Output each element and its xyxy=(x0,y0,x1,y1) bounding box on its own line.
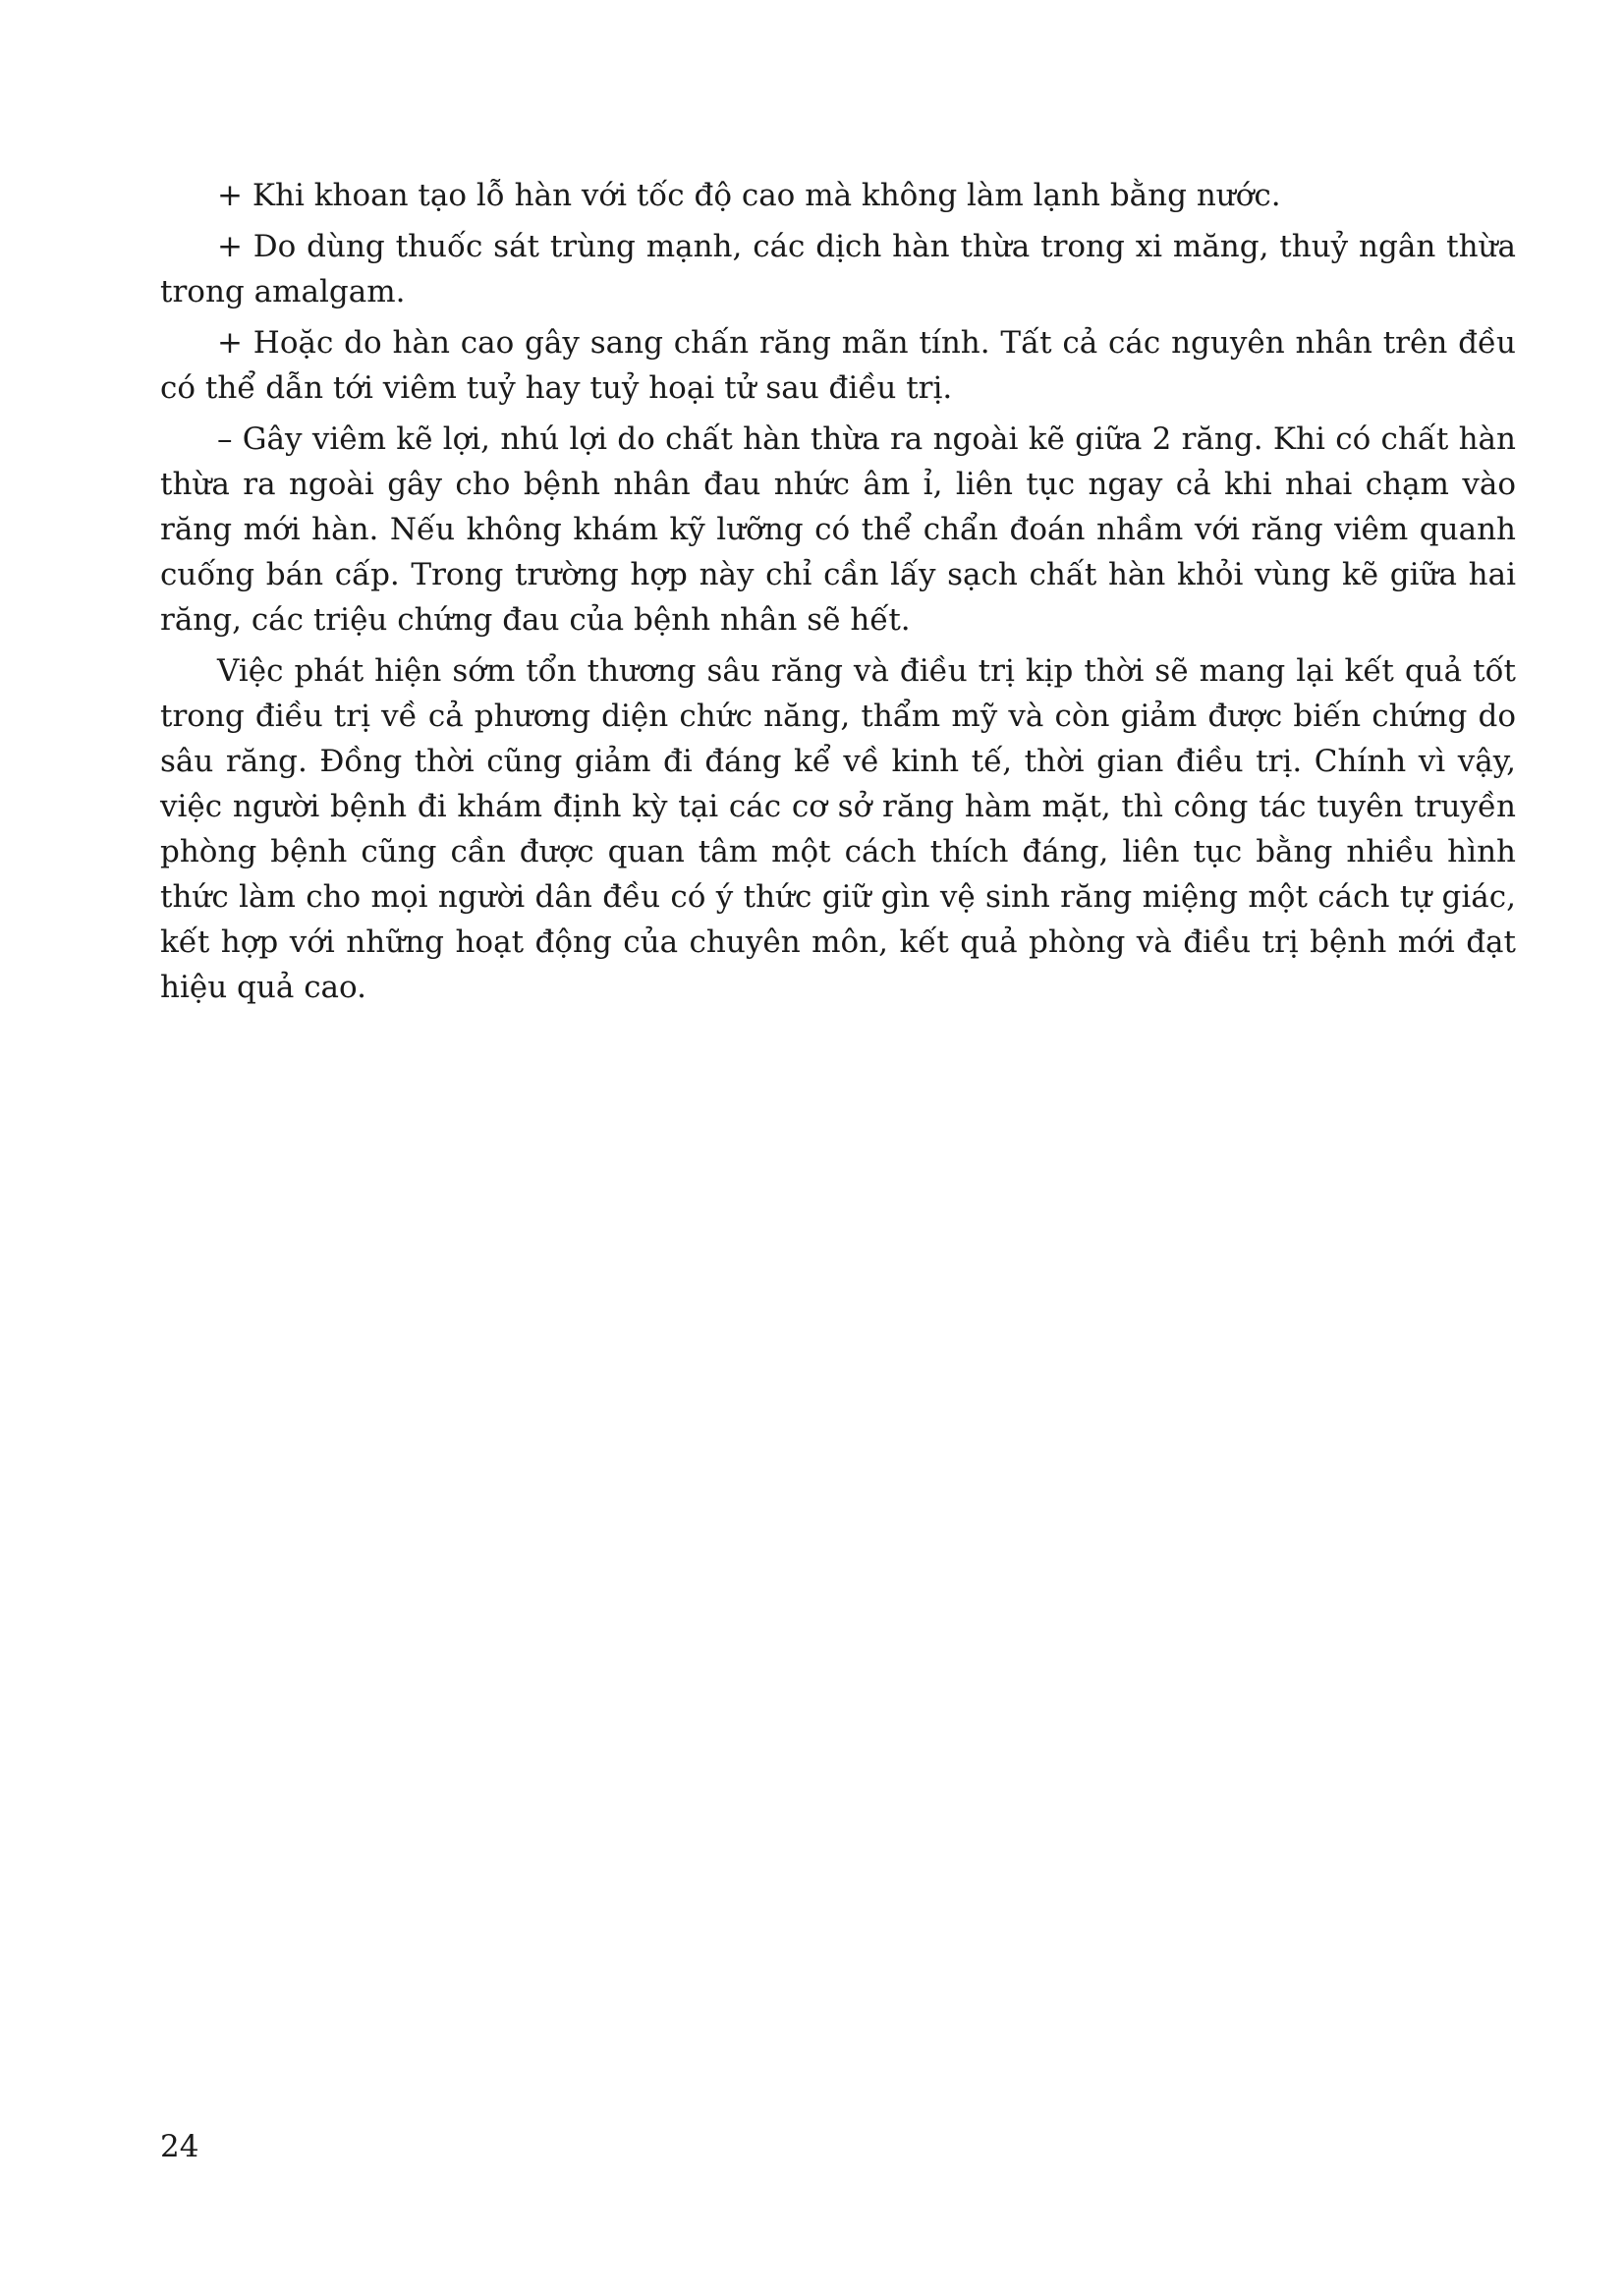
paragraph-bullet-high-filling: + Hoặc do hàn cao gây sang chấn răng mãn tính. Tất cả các nguyên nhân trên đều có thể dẫn tới viêm tuỷ hay tuỷ hoại tử sau điều trị. xyxy=(160,325,1516,406)
paragraph-gum-inflammation: – Gây viêm kẽ lợi, nhú lợi do chất hàn thừa ra ngoài kẽ giữa 2 răng. Khi có chất hàn thừa ra ngoài gây cho bệnh nhân đau nhức âm ỉ, liên tục ngay cả khi nhai chạm vào răng mới hàn. Nếu không khám kỹ lưỡng có thể chẩn đoán nhầm với răng viêm quanh cuống bán cấp. Trong trường hợp này chỉ cần lấy sạch chất hàn khỏi vùng kẽ giữa hai răng, các triệu chứng đau của bệnh nhân sẽ hết. xyxy=(160,421,1516,638)
paragraph-bullet-disinfectant: + Do dùng thuốc sát trùng mạnh, các dịch hàn thừa trong xi măng, thuỷ ngân thừa trong amalgam. xyxy=(160,229,1516,309)
paragraph-bullet-drilling: + Khi khoan tạo lỗ hàn với tốc độ cao mà không làm lạnh bằng nước. xyxy=(217,178,1281,213)
page-number: 24 xyxy=(160,2129,199,2164)
paragraph-early-detection: Việc phát hiện sớm tổn thương sâu răng và điều trị kịp thời sẽ mang lại kết quả tốt trong điều trị về cả phương diện chức năng, thẩm mỹ và còn giảm được biến chứng do sâu răng. Đồng thời cũng giảm đi đáng kể về kinh tế, thời gian điều trị. Chính vì vậy, việc người bệnh đi khám định kỳ tại các cơ sở răng hàm mặt, thì công tác tuyên truyền phòng bệnh cũng cần được quan tâm một cách thích đáng, liên tục bằng nhiều hình thức làm cho mọi người dân đều có ý thức giữ gìn vệ sinh răng miệng một cách tự giác, kết hợp với những hoạt động của chuyên môn, kết quả phòng và điều trị bệnh mới đạt hiệu quả cao. xyxy=(160,653,1516,1005)
body-text xyxy=(160,173,1516,1010)
